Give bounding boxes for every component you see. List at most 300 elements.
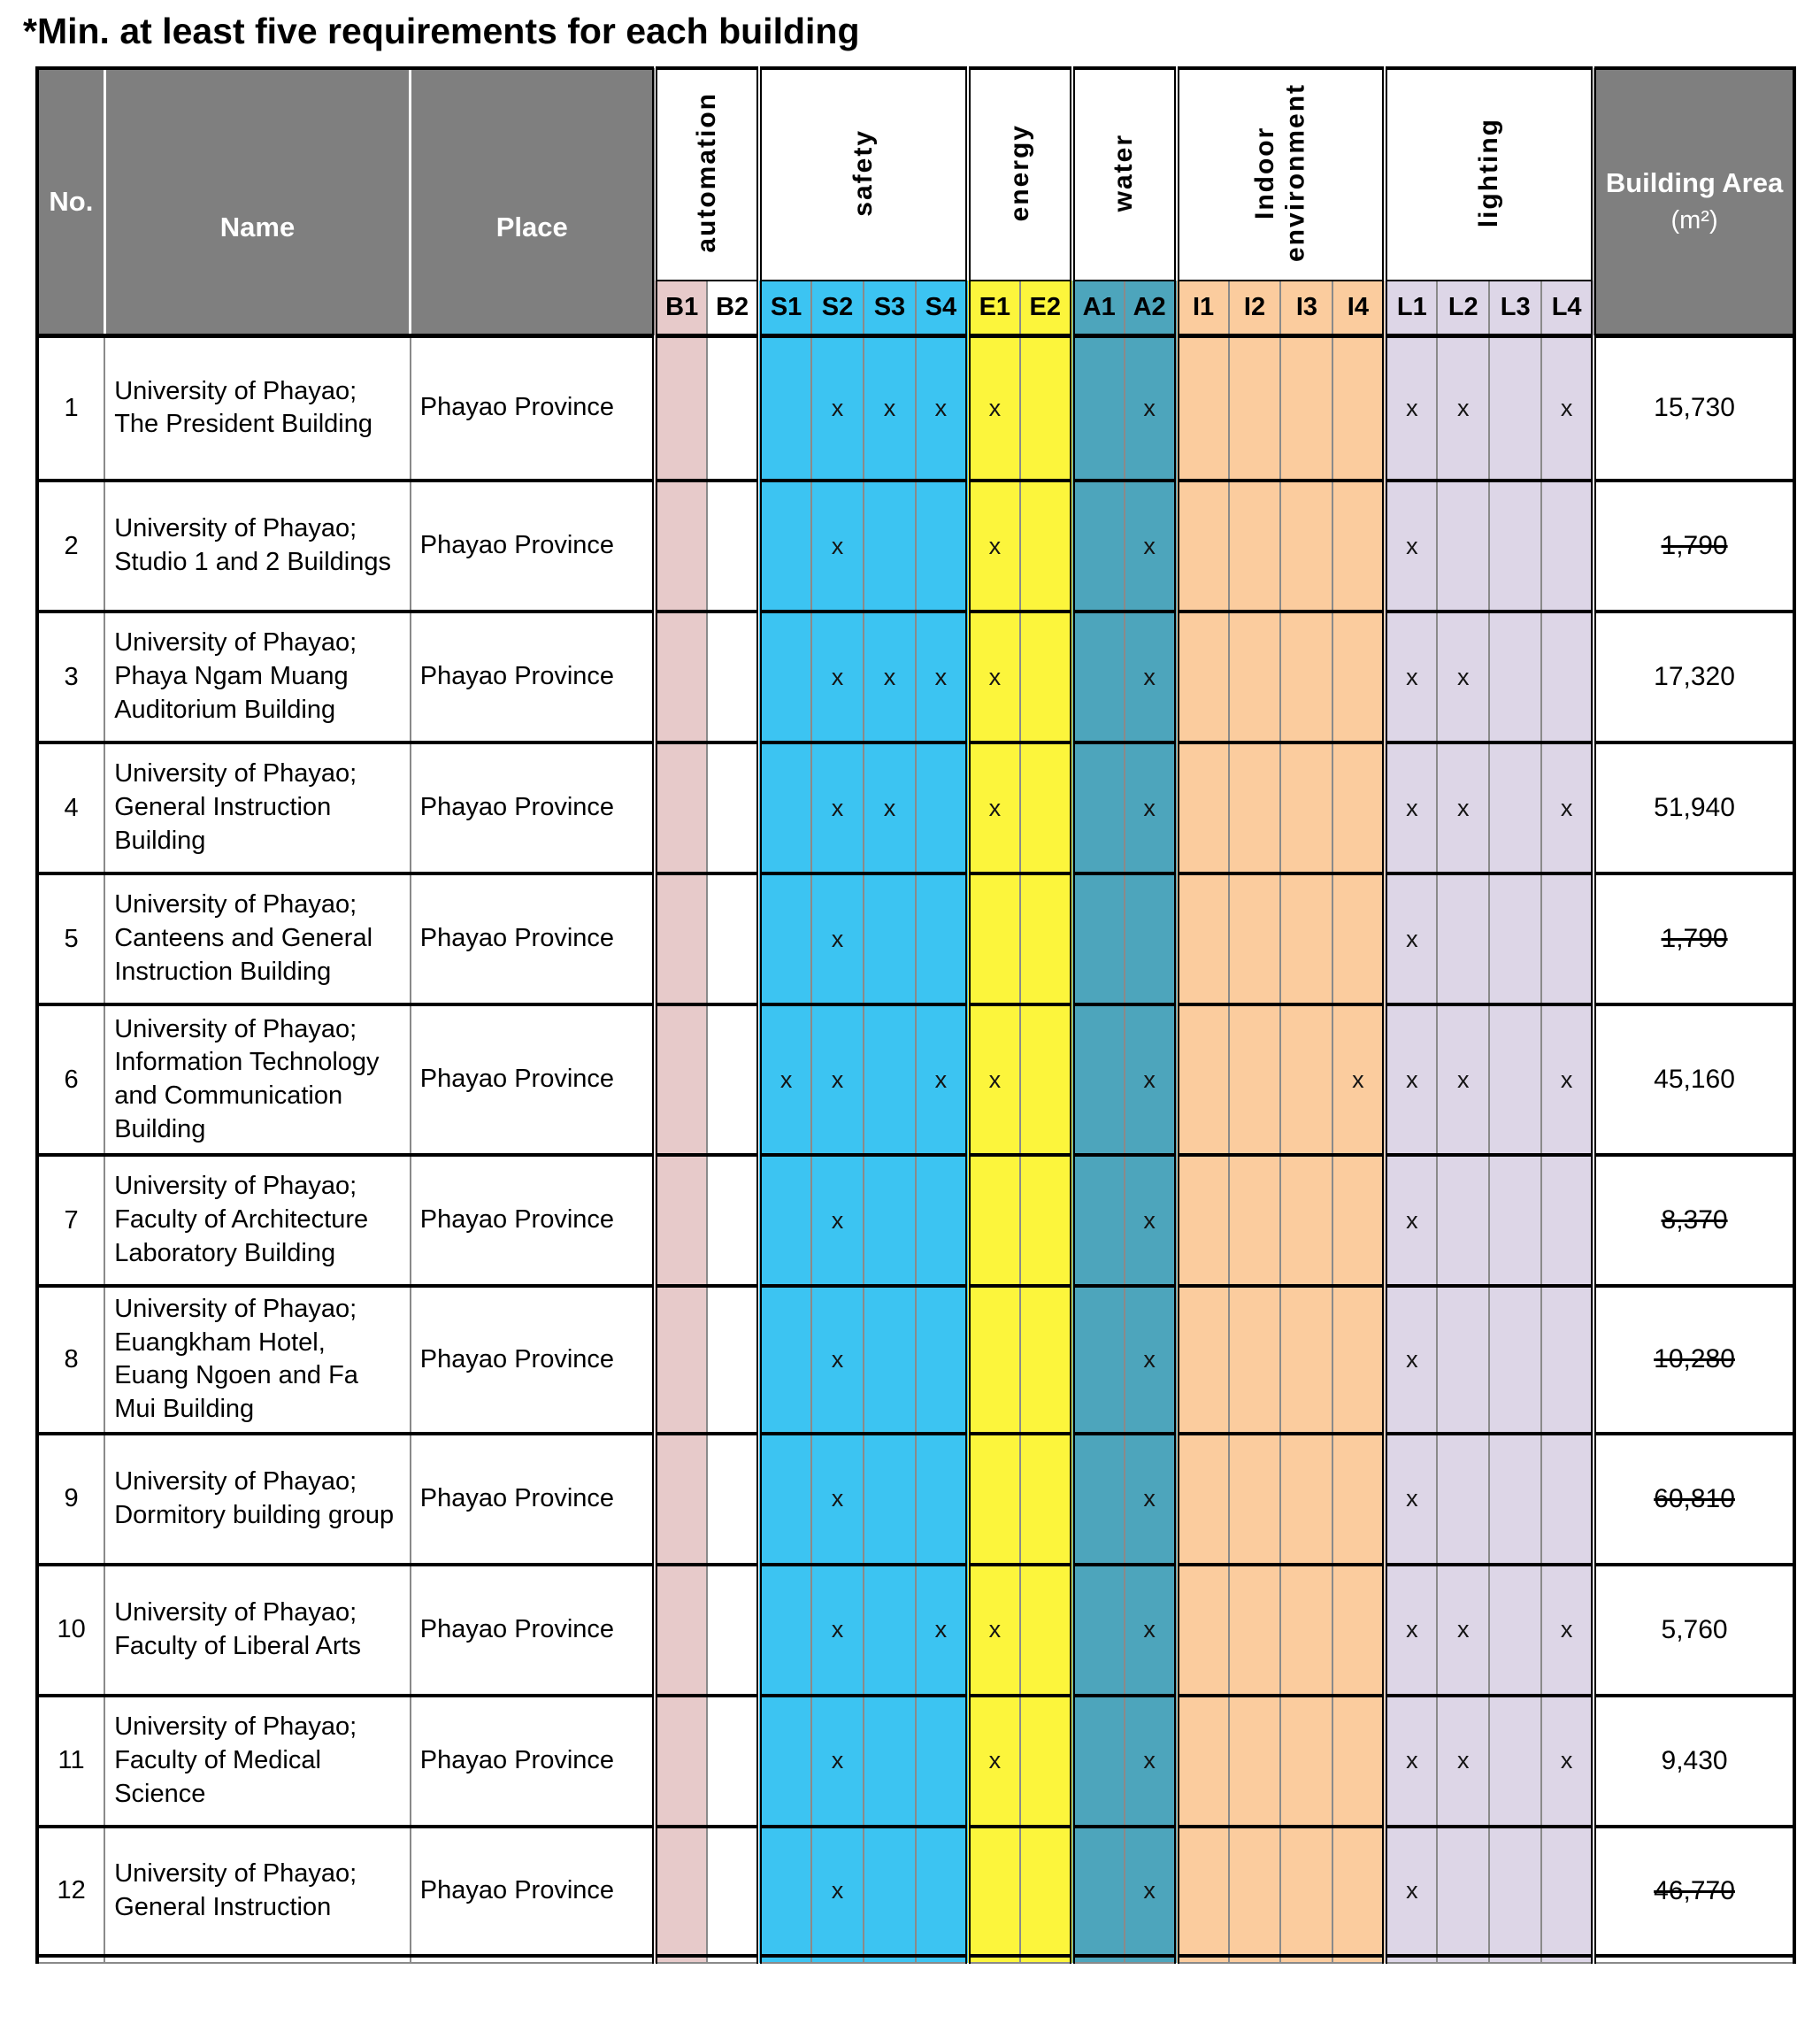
- req-cell-e2: [1020, 1155, 1072, 1286]
- req-cell-l3: [1489, 1286, 1541, 1434]
- area-value: 8,370: [1593, 1155, 1794, 1286]
- req-cell-i2: [1229, 481, 1281, 612]
- req-cell-a2: [1125, 873, 1177, 1004]
- req-cell-l4: [1541, 1434, 1593, 1565]
- req-cell-s4: [916, 1696, 968, 1827]
- code-header-a1: A1: [1072, 281, 1125, 335]
- group-header-water: [1072, 68, 1177, 281]
- cutoff-s2: [811, 1956, 864, 1963]
- table-row: [37, 1696, 1794, 1827]
- building-name: University of Phayao; Studio 1 and 2 Buildings: [104, 481, 411, 612]
- group-header-lighting: [1385, 68, 1593, 281]
- cutoff-row: [37, 1956, 1794, 1963]
- req-cell-s2: x: [811, 335, 864, 481]
- req-cell-e2: [1020, 873, 1072, 1004]
- area-value: 1,790: [1593, 873, 1794, 1004]
- table-row: [37, 1565, 1794, 1696]
- req-cell-i4: [1332, 335, 1385, 481]
- code-header-b2: B2: [707, 281, 759, 335]
- req-cell-a2: x: [1125, 1565, 1177, 1696]
- place: Phayao Province: [411, 612, 655, 743]
- req-cell-i1: [1177, 1565, 1229, 1696]
- req-cell-s4: x: [916, 1004, 968, 1155]
- req-cell-s2: x: [811, 873, 864, 1004]
- req-cell-b2: [707, 1827, 759, 1956]
- row-no: 1: [37, 335, 104, 481]
- req-cell-b2: [707, 1286, 759, 1434]
- req-cell-e2: [1020, 1696, 1072, 1827]
- req-cell-a2: x: [1125, 335, 1177, 481]
- req-cell-a2: x: [1125, 1286, 1177, 1434]
- place: Phayao Province: [411, 1696, 655, 1827]
- req-cell-i1: [1177, 1286, 1229, 1434]
- req-cell-s2: x: [811, 1827, 864, 1956]
- req-cell-i3: [1280, 481, 1332, 612]
- row-no: 8: [37, 1286, 104, 1434]
- cutoff-l1: [1385, 1956, 1437, 1963]
- req-cell-s2: x: [811, 1155, 864, 1286]
- req-cell-a1: [1072, 1434, 1125, 1565]
- req-cell-e1: [968, 1827, 1020, 1956]
- table-row: [37, 743, 1794, 873]
- req-cell-i3: [1280, 1827, 1332, 1956]
- req-cell-l1: x: [1385, 1286, 1437, 1434]
- req-cell-b1: [655, 481, 707, 612]
- req-cell-b1: [655, 1286, 707, 1434]
- req-cell-a1: [1072, 481, 1125, 612]
- cutoff-s4: [916, 1956, 968, 1963]
- req-cell-i3: [1280, 743, 1332, 873]
- code-header-s3: S3: [864, 281, 916, 335]
- req-cell-a1: [1072, 1004, 1125, 1155]
- table-row: [37, 1004, 1794, 1155]
- cutoff-place: [411, 1956, 655, 1963]
- req-cell-l1: x: [1385, 335, 1437, 481]
- cutoff-b1: [655, 1956, 707, 1963]
- req-cell-i4: [1332, 1434, 1385, 1565]
- cutoff-i3: [1280, 1956, 1332, 1963]
- req-cell-s4: x: [916, 1565, 968, 1696]
- req-cell-l4: x: [1541, 1696, 1593, 1827]
- req-cell-s4: [916, 873, 968, 1004]
- place: Phayao Province: [411, 481, 655, 612]
- req-cell-s4: [916, 481, 968, 612]
- category-header-row: [37, 68, 1794, 281]
- req-cell-i2: [1229, 1155, 1281, 1286]
- area-value: 1,790: [1593, 481, 1794, 612]
- req-cell-i4: [1332, 1827, 1385, 1956]
- req-cell-i2: [1229, 1827, 1281, 1956]
- cutoff-a2: [1125, 1956, 1177, 1963]
- row-no: 6: [37, 1004, 104, 1155]
- req-cell-s2: x: [811, 612, 864, 743]
- req-cell-l4: [1541, 612, 1593, 743]
- req-cell-a1: [1072, 743, 1125, 873]
- req-cell-a1: [1072, 873, 1125, 1004]
- area-value: 15,730: [1593, 335, 1794, 481]
- req-cell-e2: [1020, 1434, 1072, 1565]
- place: Phayao Province: [411, 1827, 655, 1956]
- cutoff-s3: [864, 1956, 916, 1963]
- req-cell-i4: [1332, 1286, 1385, 1434]
- req-cell-s1: [759, 612, 811, 743]
- req-cell-s3: x: [864, 612, 916, 743]
- req-cell-s3: [864, 1565, 916, 1696]
- req-cell-b2: [707, 873, 759, 1004]
- req-cell-e1: [968, 1155, 1020, 1286]
- req-cell-i2: [1229, 1286, 1281, 1434]
- req-cell-i4: [1332, 612, 1385, 743]
- req-cell-l4: x: [1541, 743, 1593, 873]
- row-no: 11: [37, 1696, 104, 1827]
- req-cell-a2: x: [1125, 743, 1177, 873]
- req-cell-l3: [1489, 612, 1541, 743]
- col-header-building-area: [1593, 68, 1794, 335]
- req-cell-s1: x: [759, 1004, 811, 1155]
- cutoff-s1: [759, 1956, 811, 1963]
- req-cell-i4: [1332, 873, 1385, 1004]
- code-header-s2: S2: [811, 281, 864, 335]
- group-label-water: water: [1109, 133, 1139, 212]
- req-cell-e1: x: [968, 1696, 1020, 1827]
- cutoff-e2: [1020, 1956, 1072, 1963]
- cutoff-b2: [707, 1956, 759, 1963]
- code-header-l3: L3: [1489, 281, 1541, 335]
- req-cell-b2: [707, 1155, 759, 1286]
- req-cell-s3: x: [864, 335, 916, 481]
- code-header-i4: I4: [1332, 281, 1385, 335]
- cutoff-a1: [1072, 1956, 1125, 1963]
- req-cell-b2: [707, 1565, 759, 1696]
- area-value: 9,430: [1593, 1696, 1794, 1827]
- req-cell-l4: [1541, 1286, 1593, 1434]
- req-cell-b2: [707, 1434, 759, 1565]
- requirements-table: [35, 66, 1796, 1964]
- group-header-indoor-environment: [1177, 68, 1386, 281]
- req-cell-e1: [968, 873, 1020, 1004]
- col-header-name: Name: [104, 68, 411, 335]
- req-cell-e1: x: [968, 1565, 1020, 1696]
- req-cell-s2: x: [811, 743, 864, 873]
- req-cell-l2: [1437, 481, 1489, 612]
- req-cell-a2: x: [1125, 1004, 1177, 1155]
- cutoff-l4: [1541, 1956, 1593, 1963]
- req-cell-e1: x: [968, 612, 1020, 743]
- req-cell-s4: x: [916, 335, 968, 481]
- req-cell-i4: [1332, 481, 1385, 612]
- building-area-unit: (m²): [1670, 206, 1718, 235]
- area-value: 51,940: [1593, 743, 1794, 873]
- req-cell-l3: [1489, 1827, 1541, 1956]
- req-cell-a1: [1072, 1155, 1125, 1286]
- code-header-i3: I3: [1280, 281, 1332, 335]
- req-cell-e1: x: [968, 481, 1020, 612]
- group-header-automation: [655, 68, 759, 281]
- req-cell-i1: [1177, 1004, 1229, 1155]
- building-name: University of Phayao; Faculty of Architecture Laboratory Building: [104, 1155, 411, 1286]
- code-header-b1: B1: [655, 281, 707, 335]
- cutoff-name: [104, 1956, 411, 1963]
- code-header-e1: E1: [968, 281, 1020, 335]
- group-label-safety: safety: [848, 128, 878, 217]
- col-header-place: Place: [411, 68, 655, 335]
- code-header-l1: L1: [1385, 281, 1437, 335]
- req-cell-s2: x: [811, 1286, 864, 1434]
- req-cell-a2: x: [1125, 1696, 1177, 1827]
- building-name: University of Phayao; Faculty of Liberal Arts: [104, 1565, 411, 1696]
- req-cell-s3: [864, 1155, 916, 1286]
- req-cell-i1: [1177, 1696, 1229, 1827]
- place: Phayao Province: [411, 743, 655, 873]
- req-cell-s1: [759, 1434, 811, 1565]
- building-name: University of Phayao; The President Building: [104, 335, 411, 481]
- req-cell-e1: x: [968, 743, 1020, 873]
- req-cell-b2: [707, 335, 759, 481]
- req-cell-b2: [707, 1004, 759, 1155]
- req-cell-s4: x: [916, 612, 968, 743]
- code-header-e2: E2: [1020, 281, 1072, 335]
- table-row: [37, 335, 1794, 481]
- req-cell-l3: [1489, 335, 1541, 481]
- group-label-lighting: lighting: [1473, 117, 1503, 228]
- req-cell-b1: [655, 1434, 707, 1565]
- req-cell-l2: [1437, 1434, 1489, 1565]
- req-cell-l3: [1489, 1155, 1541, 1286]
- req-cell-l1: x: [1385, 873, 1437, 1004]
- req-cell-l1: x: [1385, 1155, 1437, 1286]
- req-cell-i1: [1177, 612, 1229, 743]
- code-header-s1: S1: [759, 281, 811, 335]
- req-cell-i1: [1177, 1155, 1229, 1286]
- req-cell-s3: [864, 1827, 916, 1956]
- req-cell-a1: [1072, 335, 1125, 481]
- building-name: University of Phayao; Faculty of Medical Science: [104, 1696, 411, 1827]
- req-cell-b1: [655, 612, 707, 743]
- row-no: 7: [37, 1155, 104, 1286]
- code-header-s4: S4: [916, 281, 968, 335]
- req-cell-l2: [1437, 1827, 1489, 1956]
- req-cell-b1: [655, 1827, 707, 1956]
- cutoff-i4: [1332, 1956, 1385, 1963]
- req-cell-l1: x: [1385, 481, 1437, 612]
- place: Phayao Province: [411, 1434, 655, 1565]
- req-cell-l2: x: [1437, 1696, 1489, 1827]
- req-cell-l3: [1489, 873, 1541, 1004]
- req-cell-e1: x: [968, 1004, 1020, 1155]
- req-cell-s2: x: [811, 1565, 864, 1696]
- row-no: 12: [37, 1827, 104, 1956]
- place: Phayao Province: [411, 1004, 655, 1155]
- cutoff-l2: [1437, 1956, 1489, 1963]
- req-cell-e1: x: [968, 335, 1020, 481]
- req-cell-l4: x: [1541, 335, 1593, 481]
- req-cell-e2: [1020, 612, 1072, 743]
- req-cell-s4: [916, 743, 968, 873]
- code-header-i1: I1: [1177, 281, 1229, 335]
- cutoff-l3: [1489, 1956, 1541, 1963]
- req-cell-i1: [1177, 873, 1229, 1004]
- building-name: University of Phayao; Dormitory building group: [104, 1434, 411, 1565]
- req-cell-i2: [1229, 1696, 1281, 1827]
- req-cell-i2: [1229, 743, 1281, 873]
- area-value: 10,280: [1593, 1286, 1794, 1434]
- req-cell-s1: [759, 335, 811, 481]
- req-cell-i2: [1229, 1434, 1281, 1565]
- req-cell-e2: [1020, 743, 1072, 873]
- cutoff-no: [37, 1956, 104, 1963]
- req-cell-a1: [1072, 1827, 1125, 1956]
- req-cell-l2: x: [1437, 335, 1489, 481]
- req-cell-i1: [1177, 1434, 1229, 1565]
- req-cell-b1: [655, 1155, 707, 1286]
- req-cell-a1: [1072, 1286, 1125, 1434]
- req-cell-l2: x: [1437, 612, 1489, 743]
- req-cell-s3: [864, 1434, 916, 1565]
- req-cell-s3: x: [864, 743, 916, 873]
- req-cell-i3: [1280, 1696, 1332, 1827]
- req-cell-l4: x: [1541, 1565, 1593, 1696]
- row-no: 4: [37, 743, 104, 873]
- req-cell-l3: [1489, 1004, 1541, 1155]
- req-cell-l3: [1489, 481, 1541, 612]
- table-row: [37, 1434, 1794, 1565]
- req-cell-i4: [1332, 1155, 1385, 1286]
- req-cell-i1: [1177, 1827, 1229, 1956]
- req-cell-s4: [916, 1827, 968, 1956]
- req-cell-s3: [864, 1286, 916, 1434]
- code-header-a2: A2: [1125, 281, 1177, 335]
- row-no: 2: [37, 481, 104, 612]
- area-value: 60,810: [1593, 1434, 1794, 1565]
- req-cell-b1: [655, 1004, 707, 1155]
- req-cell-i1: [1177, 335, 1229, 481]
- req-cell-l1: x: [1385, 1434, 1437, 1565]
- req-cell-i3: [1280, 873, 1332, 1004]
- req-cell-i3: [1280, 1434, 1332, 1565]
- table-row: [37, 1155, 1794, 1286]
- req-cell-i2: [1229, 1004, 1281, 1155]
- req-cell-e2: [1020, 1286, 1072, 1434]
- cutoff-i1: [1177, 1956, 1229, 1963]
- code-header-l2: L2: [1437, 281, 1489, 335]
- table-row: [37, 481, 1794, 612]
- req-cell-s2: x: [811, 1696, 864, 1827]
- req-cell-a2: x: [1125, 1155, 1177, 1286]
- req-cell-s1: [759, 873, 811, 1004]
- place: Phayao Province: [411, 1286, 655, 1434]
- code-header-l4: L4: [1541, 281, 1593, 335]
- req-cell-b1: [655, 743, 707, 873]
- req-cell-l1: x: [1385, 1696, 1437, 1827]
- req-cell-i2: [1229, 1565, 1281, 1696]
- req-cell-s1: [759, 743, 811, 873]
- row-no: 9: [37, 1434, 104, 1565]
- req-cell-l4: x: [1541, 1004, 1593, 1155]
- req-cell-i3: [1280, 1565, 1332, 1696]
- req-cell-b1: [655, 335, 707, 481]
- req-cell-b1: [655, 873, 707, 1004]
- req-cell-s2: x: [811, 481, 864, 612]
- req-cell-e2: [1020, 1565, 1072, 1696]
- req-cell-e2: [1020, 335, 1072, 481]
- table-row: [37, 873, 1794, 1004]
- req-cell-l3: [1489, 1434, 1541, 1565]
- req-cell-b2: [707, 481, 759, 612]
- table-row: [37, 612, 1794, 743]
- req-cell-s3: [864, 1696, 916, 1827]
- req-cell-s4: [916, 1155, 968, 1286]
- req-cell-e2: [1020, 1004, 1072, 1155]
- building-name: University of Phayao; Euangkham Hotel, Euang Ngoen and Fa Mui Building: [104, 1286, 411, 1434]
- req-cell-i2: [1229, 612, 1281, 743]
- req-cell-l4: [1541, 1155, 1593, 1286]
- req-cell-a1: [1072, 1565, 1125, 1696]
- building-name: University of Phayao; General Instruction Building: [104, 743, 411, 873]
- group-header-safety: [759, 68, 968, 281]
- req-cell-s3: [864, 873, 916, 1004]
- req-cell-s2: x: [811, 1004, 864, 1155]
- group-label-energy: energy: [1004, 123, 1034, 222]
- req-cell-i2: [1229, 873, 1281, 1004]
- area-value: 46,770: [1593, 1827, 1794, 1956]
- row-no: 5: [37, 873, 104, 1004]
- req-cell-s3: [864, 1004, 916, 1155]
- req-cell-b1: [655, 1565, 707, 1696]
- row-no: 10: [37, 1565, 104, 1696]
- req-cell-l4: [1541, 481, 1593, 612]
- table-row: [37, 1827, 1794, 1956]
- req-cell-a2: x: [1125, 1434, 1177, 1565]
- req-cell-a1: [1072, 612, 1125, 743]
- req-cell-l3: [1489, 1565, 1541, 1696]
- code-header-i2: I2: [1229, 281, 1281, 335]
- req-cell-l1: x: [1385, 1565, 1437, 1696]
- col-header-no: No.: [37, 68, 104, 335]
- req-cell-l3: [1489, 743, 1541, 873]
- req-cell-l2: [1437, 1155, 1489, 1286]
- req-cell-i4: [1332, 1696, 1385, 1827]
- req-cell-b2: [707, 1696, 759, 1827]
- req-cell-s1: [759, 1155, 811, 1286]
- place: Phayao Province: [411, 1565, 655, 1696]
- req-cell-l2: x: [1437, 1004, 1489, 1155]
- building-name: University of Phayao; General Instruction: [104, 1827, 411, 1956]
- req-cell-i1: [1177, 481, 1229, 612]
- cutoff-i2: [1229, 1956, 1281, 1963]
- group-header-energy: [968, 68, 1072, 281]
- req-cell-l1: x: [1385, 1004, 1437, 1155]
- building-area-label: Building Area: [1605, 167, 1784, 199]
- req-cell-e2: [1020, 481, 1072, 612]
- req-cell-b1: [655, 1696, 707, 1827]
- place: Phayao Province: [411, 873, 655, 1004]
- req-cell-s1: [759, 1286, 811, 1434]
- req-cell-i3: [1280, 1286, 1332, 1434]
- req-cell-s1: [759, 481, 811, 612]
- req-cell-a2: x: [1125, 612, 1177, 743]
- req-cell-s4: [916, 1434, 968, 1565]
- area-value: 17,320: [1593, 612, 1794, 743]
- table-row: [37, 1286, 1794, 1434]
- req-cell-l1: x: [1385, 1827, 1437, 1956]
- row-no: 3: [37, 612, 104, 743]
- req-cell-e2: [1020, 1827, 1072, 1956]
- building-name: University of Phayao; Canteens and General Instruction Building: [104, 873, 411, 1004]
- req-cell-i3: [1280, 1004, 1332, 1155]
- req-cell-l4: [1541, 1827, 1593, 1956]
- req-cell-e1: [968, 1286, 1020, 1434]
- building-name: University of Phayao; Phaya Ngam Muang Auditorium Building: [104, 612, 411, 743]
